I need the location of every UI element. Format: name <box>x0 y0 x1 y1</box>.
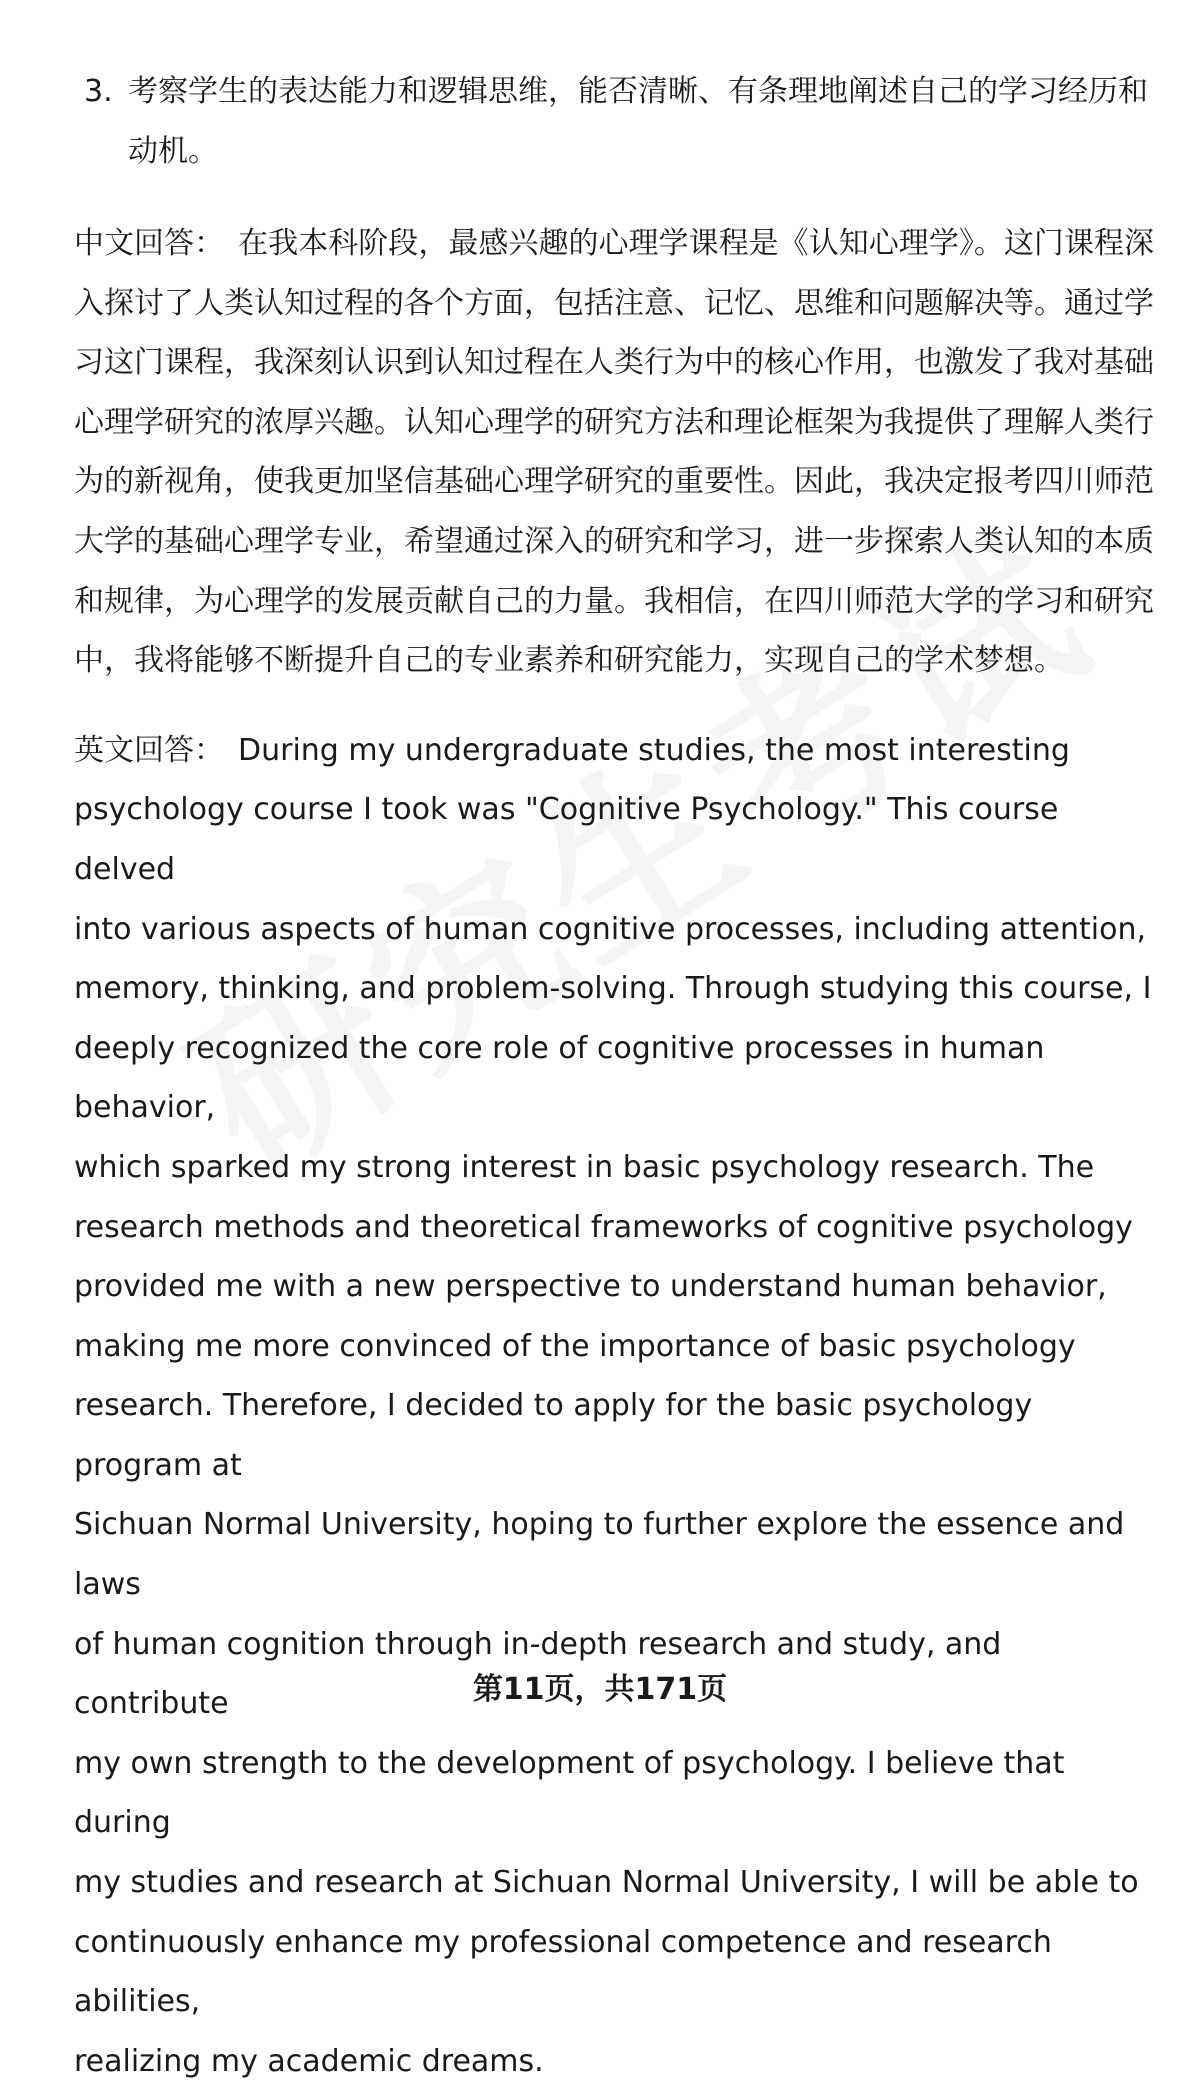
list-item <box>74 62 1154 182</box>
chinese-answer-paragraph <box>74 214 1154 691</box>
english-answer-paragraph <box>74 721 1154 2091</box>
english-answer-line: making me more convinced of the importance of basic psychology <box>74 1328 1076 1364</box>
chinese-answer-text: 在我本科阶段，最感兴趣的心理学课程是《认知心理学》。这门课程深入探讨了人类认知过程的各个方面，包括注意、记忆、思维和问题解决等。通过学习这门课程，我深刻认识到认知过程在人类行为中的核心作用，也激发了我对基础心理学研究的浓厚兴趣。认知心理学的研究方法和理论框架为我提供了理解人类行为的新视角，使我更加坚信基础心理学研究的重要性。因此，我决定报考四川师范大学的基础心理学专业，希望通过深入的研究和学习，进一步探索人类认知的本质和规律，为心理学的发展贡献自己的力量。我相信，在四川师范大学的学习和研究中，我将能够不断提升自己的专业素养和研究能力，实现自己的学术梦想。 <box>74 226 1155 679</box>
document-body <box>74 62 1154 2091</box>
english-answer-line: which sparked my strong interest in basic psychology research. The <box>74 1149 1095 1185</box>
english-answer-line: of human cognition through in-depth research and study, and contribute <box>74 1626 1002 1722</box>
english-answer-line: deeply recognized the core role of cognitive processes in human behavior, <box>74 1030 1045 1126</box>
english-answer-line: psychology course I took was "Cognitive Psychology." This course delved <box>74 792 1059 887</box>
english-answer-line: research. Therefore, I decided to apply for the basic psychology program at <box>74 1388 1033 1483</box>
english-answer-line: continuously enhance my professional competence and research abilities, <box>74 1924 1052 2020</box>
english-answer-line: my studies and research at Sichuan Normal University, I will be able to <box>74 1865 1139 1901</box>
chinese-answer-label: 中文回答： <box>74 226 225 261</box>
english-answer-line: 英文回答： During my undergraduate studies, the most interesting <box>74 732 1070 768</box>
english-answer-line: Sichuan Normal University, hoping to further explore the essence and laws <box>74 1507 1125 1603</box>
english-answer-line: provided me with a new perspective to understand human behavior, <box>74 1269 1107 1305</box>
page-number-footer: 第11页，共171页 <box>472 1672 728 1707</box>
english-answer-line: into various aspects of human cognitive processes, including attention, <box>74 911 1146 947</box>
list-item-number: 3. <box>84 74 113 109</box>
english-answer-line: realizing my academic dreams. <box>74 2043 544 2079</box>
english-answer-line: my own strength to the development of psychology. I believe that during <box>74 1745 1065 1841</box>
list-item-text: 考察学生的表达能力和逻辑思维，能否清晰、有条理地阐述自己的学习经历和动机。 <box>128 74 1148 169</box>
english-answer-line: memory, thinking, and problem-solving. Through studying this course, I <box>74 971 1152 1007</box>
english-answer-line: research methods and theoretical frameworks of cognitive psychology <box>74 1209 1133 1245</box>
english-answer-label: 英文回答： <box>74 732 224 768</box>
